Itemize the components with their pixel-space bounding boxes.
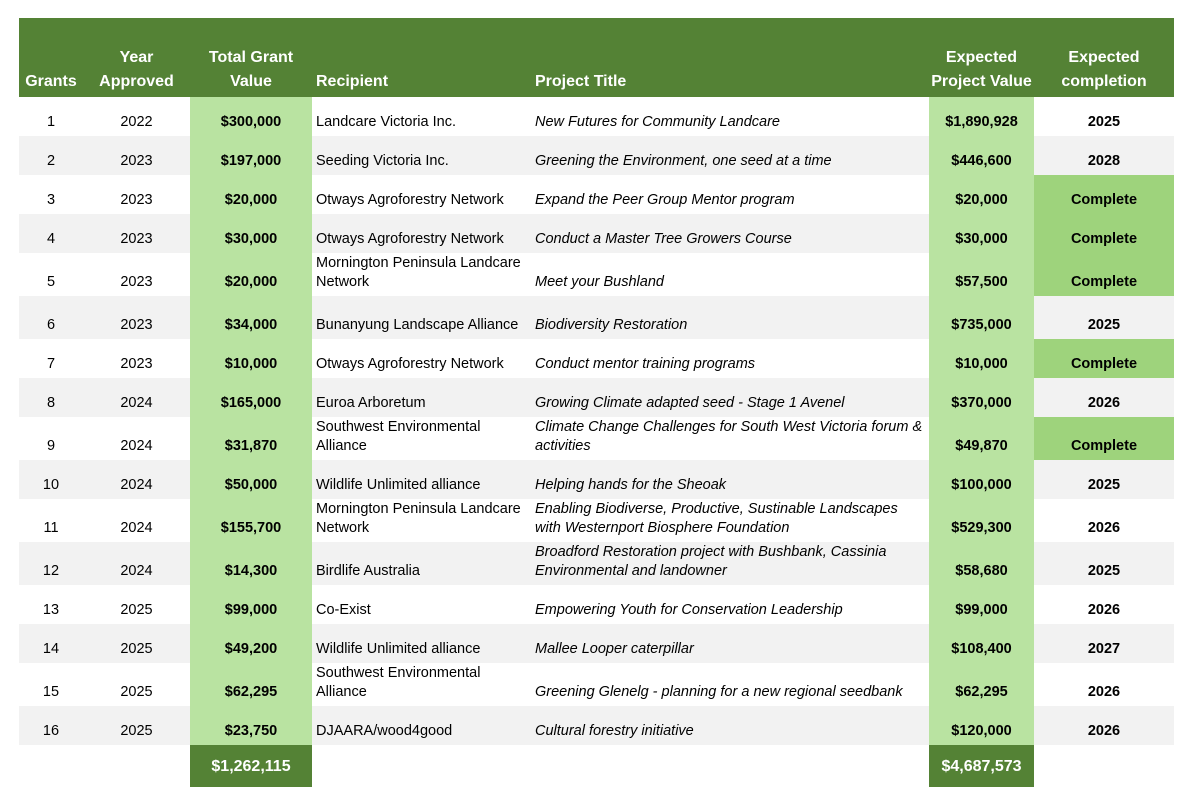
expected-project-value-cell: $1,890,928 <box>929 97 1034 136</box>
expected-project-value-cell: $49,870 <box>929 417 1034 460</box>
project-title-cell: Conduct mentor training programs <box>535 356 756 372</box>
expected-completion-cell: 2026 <box>1087 602 1121 618</box>
recipient-cell: Otways Agroforestry Network <box>316 192 504 208</box>
expected-completion-cell: 2026 <box>1087 684 1121 700</box>
total-grant-value-cell: $20,000 <box>190 175 312 214</box>
grant-number-cell: 12 <box>19 542 83 585</box>
year-approved-cell: 2024 <box>83 542 190 585</box>
year-approved-cell: 2023 <box>83 136 190 175</box>
table-row <box>19 175 1174 214</box>
year-approved-cell: 2023 <box>83 214 190 253</box>
year-approved-cell: 2023 <box>120 274 153 290</box>
table-row <box>19 296 1174 339</box>
grant-number-cell: 14 <box>19 624 83 663</box>
header-project-title: Project Title <box>531 18 929 97</box>
project-title-cell: New Futures for Community Landcare <box>535 114 780 130</box>
project-title-cell: Conduct a Master Tree Growers Course <box>531 214 929 253</box>
empty-cell <box>19 745 83 787</box>
expected-project-value-cell: $735,000 <box>929 296 1034 339</box>
grant-number-cell: 2 <box>19 136 83 175</box>
year-approved-cell: 2023 <box>120 192 153 208</box>
grant-number-cell: 15 <box>42 684 60 700</box>
expected-project-value-cell: $100,000 <box>929 460 1034 499</box>
grant-number-cell: 8 <box>19 378 83 417</box>
project-title-cell: Climate Change Challenges for South West Victoria forum & activities <box>535 419 923 454</box>
header-total-grant-value: Total Grant Value <box>190 18 312 97</box>
expected-project-value-cell: $58,680 <box>929 542 1034 585</box>
total-grant-value-total: $1,262,115 <box>190 745 312 787</box>
expected-completion-cell: 2025 <box>1034 296 1174 339</box>
grant-number-cell: 6 <box>19 296 83 339</box>
recipient-cell: Co-Exist <box>316 602 371 618</box>
expected-project-value-cell: $10,000 <box>929 339 1034 378</box>
project-title-cell: Helping hands for the Sheoak <box>531 460 929 499</box>
recipient-cell: Wildlife Unlimited alliance <box>312 624 531 663</box>
table-row <box>19 253 1174 296</box>
table-row <box>19 542 1174 585</box>
total-grant-value-cell: $31,870 <box>190 417 312 460</box>
grant-number-cell: 7 <box>46 356 56 372</box>
expected-project-value-cell: $120,000 <box>929 706 1034 745</box>
project-title-cell: Biodiversity Restoration <box>531 296 929 339</box>
year-approved-cell: 2022 <box>120 114 153 130</box>
expected-completion-cell: Complete <box>1034 253 1174 296</box>
project-title-cell: Meet your Bushland <box>535 274 664 290</box>
grant-number-cell: 3 <box>46 192 56 208</box>
grant-number-cell: 13 <box>42 602 60 618</box>
total-grant-value-cell: $34,000 <box>190 296 312 339</box>
recipient-cell: Landcare Victoria Inc. <box>316 114 456 130</box>
grant-number-cell: 4 <box>19 214 83 253</box>
table-row <box>19 136 1174 175</box>
expected-completion-cell: 2025 <box>1034 542 1174 585</box>
project-title-cell: Enabling Biodiverse, Productive, Sustinable Landscapes with Westernport Biosphere Foundation <box>535 501 898 536</box>
year-approved-cell: 2023 <box>120 356 153 372</box>
total-grant-value-cell: $155,700 <box>190 499 312 542</box>
table-row <box>19 417 1174 460</box>
header-grants: Grants <box>19 18 83 97</box>
recipient-cell: Birdlife Australia <box>312 542 531 585</box>
total-grant-value-cell: $20,000 <box>190 253 312 296</box>
total-grant-value-cell: $165,000 <box>190 378 312 417</box>
expected-completion-cell: Complete <box>1034 417 1174 460</box>
total-grant-value-cell: $14,300 <box>190 542 312 585</box>
expected-project-value-cell: $99,000 <box>929 585 1034 624</box>
expected-completion-cell: 2025 <box>1034 460 1174 499</box>
year-approved-cell: 2024 <box>83 460 190 499</box>
project-title-cell: Greening Glenelg - planning for a new regional seedbank <box>535 684 903 700</box>
header-row <box>19 18 1174 97</box>
expected-completion-cell: 2027 <box>1034 624 1174 663</box>
header-expected-completion: Expected completion <box>1034 18 1174 97</box>
recipient-cell: Seeding Victoria Inc. <box>312 136 531 175</box>
expected-project-value-cell: $20,000 <box>929 175 1034 214</box>
expected-project-value-cell: $108,400 <box>929 624 1034 663</box>
year-approved-cell: 2025 <box>83 706 190 745</box>
recipient-cell: Mornington Peninsula Landcare Network <box>316 501 521 536</box>
year-approved-cell: 2025 <box>120 684 153 700</box>
recipient-cell: Otways Agroforestry Network <box>312 214 531 253</box>
recipient-cell: Southwest Environmental Alliance <box>316 419 481 454</box>
table-row <box>19 663 1174 706</box>
year-approved-cell: 2024 <box>120 520 153 536</box>
header-year-approved: Year Approved <box>83 18 190 97</box>
grant-number-cell: 9 <box>46 438 56 454</box>
table-row <box>19 585 1174 624</box>
header-recipient: Recipient <box>312 18 531 97</box>
year-approved-cell: 2024 <box>120 438 153 454</box>
expected-completion-cell: 2028 <box>1034 136 1174 175</box>
table-row <box>19 339 1174 378</box>
recipient-cell: Southwest Environmental Alliance <box>316 665 481 700</box>
total-grant-value-cell: $197,000 <box>190 136 312 175</box>
grant-number-cell: 11 <box>43 520 59 536</box>
table-row <box>19 624 1174 663</box>
grant-number-cell: 10 <box>19 460 83 499</box>
project-title-cell: Mallee Looper caterpillar <box>531 624 929 663</box>
expected-project-value-cell: $30,000 <box>929 214 1034 253</box>
recipient-cell: Wildlife Unlimited alliance <box>312 460 531 499</box>
expected-project-value-cell: $370,000 <box>929 378 1034 417</box>
total-grant-value-cell: $62,295 <box>190 663 312 706</box>
table-row <box>19 97 1174 136</box>
project-title-cell: Greening the Environment, one seed at a time <box>531 136 929 175</box>
empty-cell <box>531 745 929 787</box>
table-row <box>19 499 1174 542</box>
project-title-cell: Cultural forestry initiative <box>531 706 929 745</box>
recipient-cell: Otways Agroforestry Network <box>316 356 504 372</box>
grant-number-cell: 1 <box>46 114 56 130</box>
table-row <box>19 460 1174 499</box>
total-grant-value-cell: $300,000 <box>190 97 312 136</box>
year-approved-cell: 2023 <box>83 296 190 339</box>
recipient-cell: Mornington Peninsula Landcare Network <box>316 255 521 290</box>
project-title-cell: Empowering Youth for Conservation Leadership <box>535 602 843 618</box>
project-title-cell: Growing Climate adapted seed - Stage 1 Avenel <box>531 378 929 417</box>
project-title-cell: Broadford Restoration project with Bushbank, Cassinia Environmental and landowner <box>531 542 929 585</box>
empty-cell <box>312 745 531 787</box>
grant-number-cell: 16 <box>19 706 83 745</box>
empty-cell <box>1034 745 1174 787</box>
expected-completion-cell: Complete <box>1034 339 1174 378</box>
expected-completion-cell: 2025 <box>1087 114 1121 130</box>
expected-completion-cell: Complete <box>1034 175 1174 214</box>
expected-project-value-total: $4,687,573 <box>929 745 1034 787</box>
project-title-cell: Expand the Peer Group Mentor program <box>535 192 795 208</box>
total-grant-value-cell: $30,000 <box>190 214 312 253</box>
recipient-cell: Euroa Arboretum <box>312 378 531 417</box>
table-row <box>19 706 1174 745</box>
total-grant-value-cell: $50,000 <box>190 460 312 499</box>
year-approved-cell: 2024 <box>83 378 190 417</box>
total-grant-value-cell: $49,200 <box>190 624 312 663</box>
expected-project-value-cell: $57,500 <box>929 253 1034 296</box>
expected-project-value-cell: $529,300 <box>929 499 1034 542</box>
total-grant-value-cell: $23,750 <box>190 706 312 745</box>
expected-project-value-cell: $446,600 <box>929 136 1034 175</box>
expected-completion-cell: 2026 <box>1034 378 1174 417</box>
expected-project-value-cell: $62,295 <box>929 663 1034 706</box>
header-expected-project-value: Expected Project Value <box>929 18 1034 97</box>
empty-cell <box>83 745 190 787</box>
table-row <box>19 214 1174 253</box>
total-grant-value-cell: $99,000 <box>190 585 312 624</box>
total-grant-value-cell: $10,000 <box>190 339 312 378</box>
grant-number-cell: 5 <box>46 274 56 290</box>
year-approved-cell: 2025 <box>120 602 153 618</box>
grants-table <box>19 18 1174 787</box>
year-approved-cell: 2025 <box>83 624 190 663</box>
recipient-cell: Bunanyung Landscape Alliance <box>312 296 531 339</box>
recipient-cell: DJAARA/wood4good <box>312 706 531 745</box>
expected-completion-cell: 2026 <box>1087 520 1121 536</box>
table-row <box>19 378 1174 417</box>
totals-row <box>19 745 1174 787</box>
expected-completion-cell: Complete <box>1034 214 1174 253</box>
expected-completion-cell: 2026 <box>1034 706 1174 745</box>
